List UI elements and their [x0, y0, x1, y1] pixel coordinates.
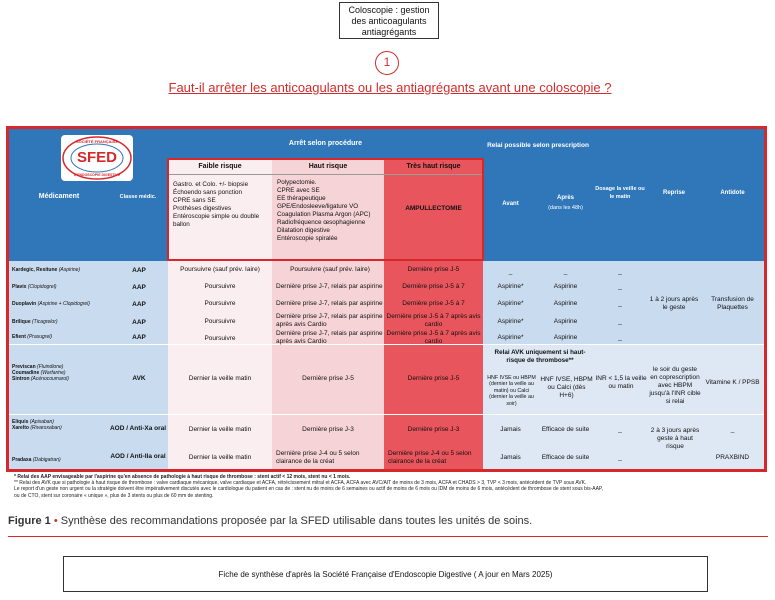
- aod-iia-antidote: PRAXBIND: [715, 454, 750, 461]
- drug-name: Duoplavin (Aspirine + Clopidogrel): [12, 301, 90, 307]
- question-heading: Faut-il arrêter les anticoagulants ou les antiagrégants avant une coloscopie ?: [168, 80, 612, 95]
- avk-apres: HNF IVSE, HBPM ou Calci (dès H+6): [540, 376, 593, 399]
- logo-bottom-text: D'ENDOSCOPIE DIGESTIVE: [73, 173, 121, 177]
- apres-cell: Aspirine: [553, 300, 578, 307]
- note-line: ou de CTO, stent sur coronaire « unique », plus de 3 stents ou plus de 60 mm de stenting.: [14, 492, 214, 499]
- table-notes: [14, 474, 769, 499]
- header-reprise: Reprise: [662, 190, 685, 196]
- title-box: Coloscopie : gestion des anticoagulants antiagrégants: [339, 2, 439, 39]
- aod-xa-drugs: Eliquis (Apixaban) Xarelto (Rivaroxaban): [12, 419, 62, 431]
- header-medicament: Médicament: [38, 193, 80, 200]
- faible-cell: Poursuivre: [204, 318, 236, 325]
- haut-cell: Dernière prise J-7, relais par aspirine: [276, 300, 383, 307]
- footer-box: Fiche de synthèse d'après la Société Française d'Endoscopie Digestive ( A jour en Mars 2025): [63, 556, 708, 592]
- recommendation-table: [6, 126, 767, 472]
- faible-procedures: Gastro. et Colo. +/- biopsie Échoendo sans ponction CPRE sans SE Prothèses digestives Entéroscopie simple ou double ballon: [173, 181, 260, 228]
- caption-bullet: •: [53, 515, 58, 527]
- aod-reprise: 2 à 3 jours après geste à haut risque: [650, 427, 700, 450]
- figure-caption: [8, 515, 768, 527]
- tres-cell: Dernière prise J-5 à 7 après avis cardio: [386, 313, 481, 328]
- aod-xa-dosage: _: [618, 426, 622, 433]
- drug-class: AAP: [132, 301, 146, 308]
- haut-cell: Dernière prise J-7, relais par aspirine: [276, 283, 383, 290]
- faible-cell: Poursuivre: [204, 283, 236, 290]
- drug-name: Kardegic, Resitune (Aspirine): [12, 267, 81, 273]
- aod-iia-drug: Pradaxa (Dabigatran): [12, 457, 61, 463]
- dosage-cell: _: [618, 318, 622, 325]
- aod-xa-class: AOD / Anti-Xa oral: [109, 425, 167, 432]
- drug-name: Plavix (Clopidogrel): [12, 284, 57, 290]
- header-avant: Avant: [502, 201, 519, 207]
- tres-haut-procedures: AMPULLECTOMIE: [405, 205, 462, 212]
- header-apres: Après: [556, 195, 574, 201]
- apres-cell: Aspirine: [553, 334, 578, 341]
- drug-class: AAP: [132, 267, 146, 274]
- header-antidote: Antidote: [720, 190, 745, 196]
- dosage-cell: _: [618, 334, 622, 341]
- avant-cell: Aspirine*: [497, 300, 524, 307]
- tres-cell: Dernière prise J-5 à 7: [402, 283, 465, 290]
- dosage-cell: _: [618, 283, 622, 290]
- apres-cell: Aspirine: [553, 318, 578, 325]
- note-line: Le report d'un geste non urgent ou la stratégie doivent être impérativement discutés avec le cardiologue du patient en cas de : stent nu de moins de 6 semaines ou actif de moins de 6 mois ou IDM de moins de 6 mois, antécédent de thrombose de stent sous bis-AAP,: [14, 486, 603, 493]
- avk-reprise: le soir du geste en coprescription avec HBPM jusqu'à l'INR cible si relai: [649, 366, 701, 405]
- aod-iia-haut: Dernière prise J-4 ou 5 selon clairance de la créat: [276, 450, 360, 465]
- aod-iia-faible: Dernier la veille matin: [188, 454, 252, 461]
- caption-label: Figure 1: [8, 515, 51, 527]
- haut-cell: Dernière prise J-7, relais par aspirine après avis Cardio: [276, 313, 383, 328]
- step-number-badge: 1: [375, 51, 399, 75]
- logo-main-text: SFED: [76, 149, 117, 166]
- aod-xa-antidote: _: [730, 426, 735, 433]
- header-tres-haut: Très haut risque: [384, 159, 483, 175]
- logo-top-text: SOCIÉTÉ FRANÇAISE: [75, 139, 118, 144]
- drug-class: AAP: [132, 334, 146, 341]
- avant-cell: Aspirine*: [497, 318, 524, 325]
- haut-cell: Poursuivre (sauf prév. Iaire): [290, 266, 370, 273]
- header-faible: Faible risque: [168, 159, 272, 175]
- avk-dosage: INR < 1,5 la veille ou matin: [595, 375, 647, 390]
- header-haut: Haut risque: [272, 159, 384, 175]
- aod-xa-haut: Dernière prise J-3: [302, 426, 354, 433]
- aod-iia-class: AOD / Anti-IIa oral: [110, 453, 166, 460]
- header-apres-sub: (dans les 48h): [548, 205, 583, 211]
- header-dosage: Dosage la veille ou le matin: [595, 186, 645, 200]
- aod-xa-apres: Efficace de suite: [541, 426, 590, 433]
- relai-avk-note: Relai AVK uniquement si haut-risque de thrombose**: [494, 349, 586, 364]
- avk-tres: Dernière prise J-5: [407, 375, 460, 382]
- drug-class: AAP: [132, 284, 146, 291]
- aap-antidote: Transfusion de Plaquettes: [711, 296, 754, 311]
- note-line: * Relai des AAP envisageable par l'aspirine qu'en absence de pathologie à haut risque de thrombose : stent actif < 12 mois, stent nu < 1 mois.: [14, 474, 351, 480]
- dosage-cell: _: [618, 300, 622, 307]
- tres-cell: Dernière prise J-5: [407, 266, 460, 273]
- faible-cell: Poursuivre (sauf prév. Iaire): [180, 266, 260, 273]
- faible-cell: Poursuivre: [204, 300, 236, 307]
- header-arret: Arrêt selon procédure: [168, 129, 483, 159]
- apres-cell: _: [563, 268, 568, 275]
- aod-xa-faible: Dernier la veille matin: [188, 426, 252, 433]
- avant-cell: Aspirine*: [497, 283, 524, 290]
- apres-cell: Aspirine: [553, 283, 578, 290]
- drug-name: Efient (Prasugrel): [12, 334, 53, 340]
- note-line: ** Relai des AVK que si pathologie à haut risque de thrombose : valve cardiaque mécanique, valve cardiaque et ACFA, rétrécissement mitral et ACFA, ACFA avec AVC/AIT de moins de 3 mois, ACFA et CHADS > 3, TVP < 3 mois, antécédent de TVP sous AVK.: [14, 480, 587, 487]
- caption-text: Synthèse des recommandations proposée par la SFED utilisable dans toutes les unités de soins.: [60, 515, 533, 527]
- avant-cell: Aspirine*: [497, 334, 524, 341]
- avk-drugs: Previscan (Fluindione) Coumadine (Warfarine) Sintron (Acénocoumarol): [12, 364, 69, 382]
- avk-faible: Dernier la veille matin: [188, 375, 252, 382]
- aod-xa-tres: Dernière prise J-3: [407, 426, 460, 433]
- header-classe: Classe médic.: [119, 194, 157, 200]
- aod-iia-tres: Dernière prise J-4 ou 5 selon clairance de la créat: [388, 450, 472, 465]
- haut-cell: Dernière prise J-7, relais par aspirine après avis Cardio: [276, 330, 383, 345]
- tres-cell: Dernière prise J-5 à 7: [402, 300, 465, 307]
- tres-cell: Dernière prise J-5 à 7 après avis cardio: [386, 330, 481, 345]
- avk-haut: Dernière prise J-5: [302, 375, 354, 382]
- row-separator: [9, 414, 764, 415]
- haut-procedures: Polypectomie. CPRE avec SE EE thérapeutique GPE/Endosleeve/ligature VO Coagulation Plasma Argon (APC) Radiofréquence œsophagienne Dilatation digestive Entéroscopie spiralée: [277, 179, 371, 242]
- drug-name: Brilique (Ticagrelor): [12, 319, 58, 325]
- aod-xa-avant: Jamais: [500, 426, 521, 433]
- avk-antidote: Vitamine K / PPSB: [705, 379, 760, 386]
- dosage-cell: _: [618, 268, 622, 275]
- header-relai: Relai possible selon prescription: [487, 142, 589, 149]
- avant-cell: _: [508, 268, 513, 275]
- avk-avant: HNF IVSE ou HBPM (dernier la veille au matin) ou Calci (dernier la veille au soir): [487, 374, 536, 407]
- aap-reprise: 1 à 2 jours après le geste: [649, 296, 699, 311]
- drug-class: AAP: [132, 319, 146, 326]
- aod-iia-apres: Efficace de suite: [541, 454, 590, 461]
- aod-iia-dosage: _: [618, 454, 622, 461]
- avk-class: AVK: [132, 375, 146, 382]
- faible-cell: Poursuivre: [204, 335, 236, 342]
- procedure-highlight-frame: [167, 158, 484, 261]
- aod-iia-avant: Jamais: [500, 454, 521, 461]
- sfed-logo: [61, 135, 133, 181]
- caption-separator: [8, 536, 768, 537]
